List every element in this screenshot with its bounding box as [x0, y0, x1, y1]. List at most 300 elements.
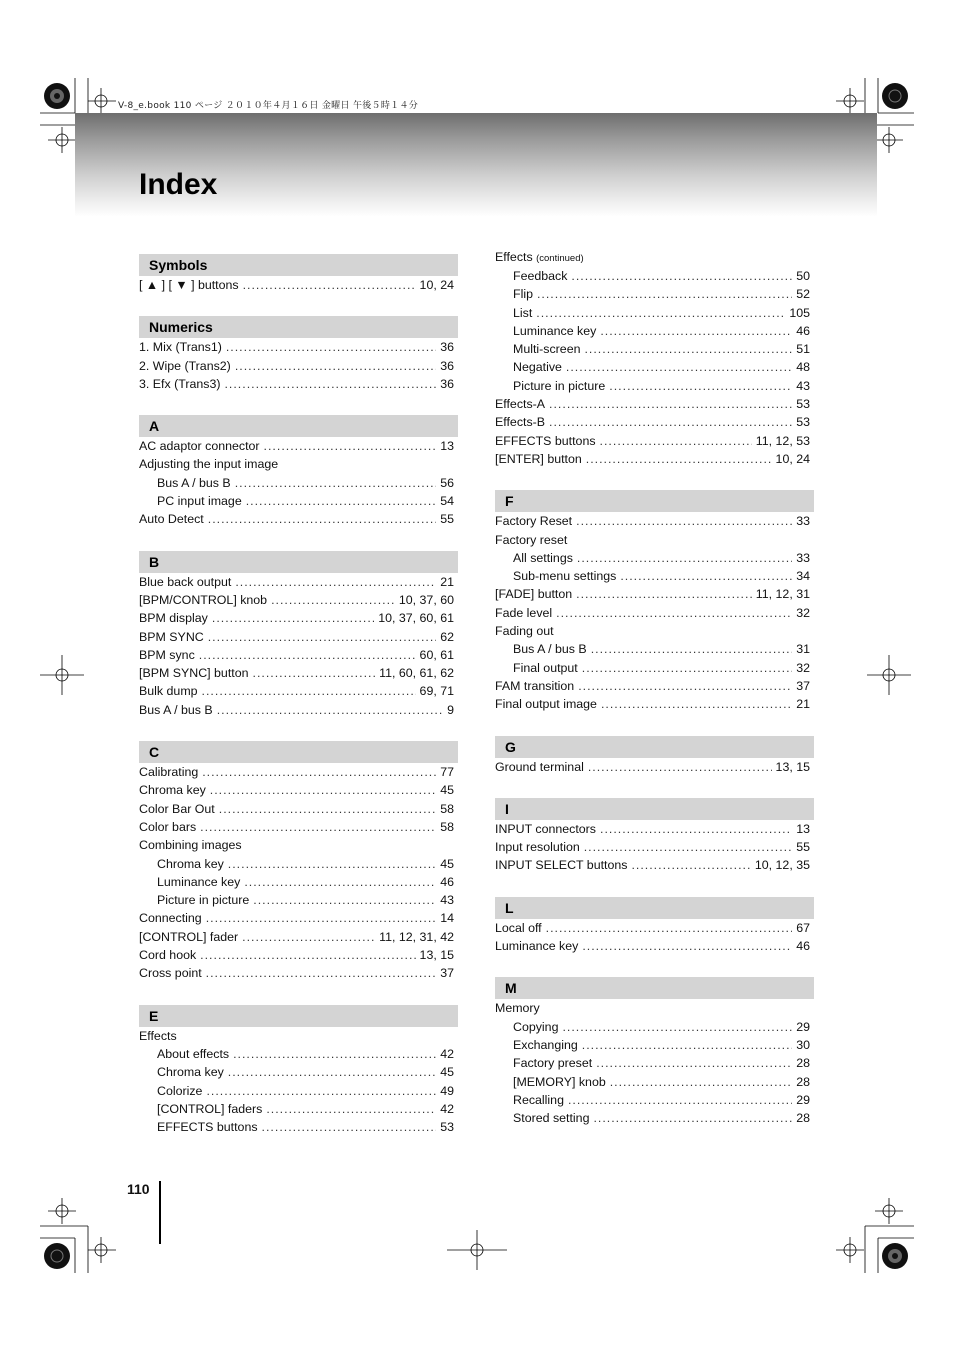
entry-pages: 46: [440, 874, 454, 889]
entry-pages: 37: [796, 678, 810, 693]
entry-label: Flip: [513, 287, 533, 302]
dot-leader: [631, 856, 750, 874]
index-section-numerics: [139, 316, 458, 393]
index-subentry: [139, 1082, 458, 1100]
dot-leader: [206, 1082, 436, 1100]
dot-leader: [591, 640, 793, 658]
index-subentry: [495, 1036, 814, 1054]
index-entry: [139, 357, 458, 375]
dot-leader: [243, 276, 416, 294]
index-entry: [495, 432, 814, 450]
dot-leader: [210, 781, 436, 799]
index-entry: [139, 276, 458, 294]
dot-leader: [202, 682, 416, 700]
dot-leader: [586, 450, 772, 468]
index-subentry: [139, 1100, 458, 1118]
index-entry: [495, 758, 814, 776]
dot-leader: [262, 1118, 437, 1136]
index-subentry: [139, 891, 458, 909]
entry-pages: 11, 12, 53: [755, 433, 810, 448]
section-heading: E: [139, 1005, 458, 1027]
index-entry: [139, 338, 458, 356]
index-entry: [139, 946, 458, 964]
index-entry: [495, 695, 814, 713]
dot-leader: [208, 628, 436, 646]
entry-pages: 56: [440, 475, 454, 490]
index-subentry: [139, 873, 458, 891]
entry-label: [ ▲ ] [ ▼ ] buttons: [139, 278, 239, 292]
dot-leader: [271, 591, 395, 609]
index-entry: [139, 510, 458, 528]
entry-pages: 11, 12, 31, 42: [379, 929, 454, 944]
entry-label: Luminance key: [495, 939, 579, 954]
index-entry: [139, 836, 458, 854]
entry-label: About effects: [157, 1046, 230, 1061]
entry-label: Effects-A: [495, 397, 546, 412]
entry-pages: 9: [447, 702, 454, 717]
index-subentry: [495, 267, 814, 285]
entry-label: Picture in picture: [157, 893, 250, 908]
entry-pages: 45: [440, 783, 454, 798]
index-subentry: [139, 1063, 458, 1081]
entry-label: INPUT connectors: [495, 821, 597, 836]
entry-label: 3. Efx (Trans3): [139, 376, 221, 391]
entry-pages: 13: [796, 821, 810, 836]
entry-label: Colorize: [157, 1083, 203, 1098]
entry-pages: 58: [440, 801, 454, 816]
entry-label: Chroma key: [139, 783, 206, 798]
entry-pages: 53: [796, 415, 810, 430]
index-section-symbols: [139, 254, 458, 294]
dot-leader: [600, 322, 792, 340]
print-header: V-8_e.book 110 ページ ２０１０年４月１６日 金曜日 午後５時１４分: [118, 101, 419, 111]
entry-pages: 69, 71: [419, 684, 454, 699]
entry-label: Bus A / bus B: [157, 475, 231, 490]
entry-label: Blue back output: [139, 574, 232, 589]
index-subentry: [139, 855, 458, 873]
dot-leader: [546, 919, 793, 937]
entry-pages: 58: [440, 819, 454, 834]
entry-pages: 10, 37, 60, 61: [378, 611, 454, 626]
entry-pages: 53: [440, 1120, 454, 1135]
index-entry: [495, 450, 814, 468]
index-entry: [139, 609, 458, 627]
continued-heading: [495, 248, 814, 267]
entry-label: BPM display: [139, 611, 208, 626]
entry-pages: 36: [440, 376, 454, 391]
index-subentry: [495, 549, 814, 567]
entry-label: Chroma key: [157, 856, 224, 871]
entry-pages: 45: [440, 856, 454, 871]
dot-leader: [199, 646, 416, 664]
entry-pages: 21: [440, 574, 454, 589]
index-section-b: [139, 551, 458, 719]
dot-leader: [576, 585, 752, 603]
index-entry: [139, 682, 458, 700]
dot-leader: [253, 891, 436, 909]
entry-label: Calibrating: [139, 765, 199, 780]
dot-leader: [233, 1045, 436, 1063]
entry-pages: 29: [796, 1019, 810, 1034]
entry-label: BPM SYNC: [139, 629, 204, 644]
dot-leader: [537, 285, 792, 303]
index-section-g: [495, 736, 814, 776]
dot-leader: [202, 763, 436, 781]
index-entry: [495, 622, 814, 640]
dot-leader: [235, 573, 436, 591]
entry-pages: 67: [796, 920, 810, 935]
entry-label: Multi-screen: [513, 342, 581, 357]
entry-label: Sub-menu settings: [513, 569, 617, 584]
index-entry: [495, 838, 814, 856]
index-subentry: [495, 567, 814, 585]
entry-pages: 11, 60, 61, 62: [379, 666, 454, 681]
dot-leader: [228, 855, 436, 873]
entry-label: [MEMORY] knob: [513, 1074, 606, 1089]
index-entry: [495, 413, 814, 431]
entry-label: Auto Detect: [139, 512, 204, 527]
entry-pages: 37: [440, 966, 454, 981]
entry-pages: 11, 12, 31: [755, 587, 810, 602]
entry-pages: 46: [796, 323, 810, 338]
entry-label: Factory preset: [513, 1056, 593, 1071]
entry-label: INPUT SELECT buttons: [495, 858, 628, 873]
entry-pages: 30: [796, 1037, 810, 1052]
index-column-right: [495, 248, 814, 1149]
entry-label: List: [513, 305, 533, 320]
entry-label: All settings: [513, 550, 573, 565]
dot-leader: [208, 510, 436, 528]
dot-leader: [224, 375, 436, 393]
index-entry: [139, 646, 458, 664]
entry-pages: 53: [796, 397, 810, 412]
continued-label: Effects: [495, 250, 533, 264]
index-entry: [139, 455, 458, 473]
dot-leader: [584, 340, 792, 358]
dot-leader: [588, 758, 772, 776]
entry-label: Factory Reset: [495, 514, 573, 529]
dot-leader: [206, 964, 437, 982]
entry-pages: 28: [796, 1111, 810, 1126]
section-heading: B: [139, 551, 458, 573]
continued-note: (continued): [536, 253, 584, 264]
dot-leader: [226, 338, 436, 356]
entry-pages: 52: [796, 287, 810, 302]
index-section-m: [495, 977, 814, 1127]
entry-label: Adjusting the input image: [139, 457, 279, 472]
entry-pages: 36: [440, 340, 454, 355]
section-heading: I: [495, 798, 814, 820]
entry-pages: 34: [796, 569, 810, 584]
entry-label: BPM sync: [139, 647, 195, 662]
entry-label: [BPM/CONTROL] knob: [139, 592, 268, 607]
entry-pages: 32: [796, 660, 810, 675]
entry-label: Connecting: [139, 911, 202, 926]
entry-pages: 10, 12, 35: [754, 858, 810, 873]
index-subentry: [495, 640, 814, 658]
dot-leader: [582, 1036, 792, 1054]
dot-leader: [571, 267, 792, 285]
dot-leader: [577, 549, 792, 567]
index-section-f: [495, 490, 814, 713]
entry-pages: 42: [440, 1101, 454, 1116]
dot-leader: [576, 512, 792, 530]
entry-label: Cross point: [139, 966, 202, 981]
index-subentry: [139, 492, 458, 510]
index-entry: [495, 585, 814, 603]
entry-label: Feedback: [513, 269, 568, 283]
index-entry: [139, 763, 458, 781]
page-number: 110: [127, 1181, 150, 1197]
dot-leader: [566, 358, 792, 376]
entry-label: Color bars: [139, 819, 197, 834]
entry-pages: 51: [796, 342, 810, 357]
index-section-continued: [495, 267, 814, 468]
dot-leader: [593, 1109, 792, 1127]
entry-pages: 32: [796, 605, 810, 620]
entry-label: Effects-B: [495, 415, 546, 430]
index-entry: [495, 937, 814, 955]
entry-pages: 77: [440, 765, 454, 780]
entry-label: Copying: [513, 1019, 559, 1034]
entry-label: Chroma key: [157, 1065, 224, 1080]
index-subentry: [139, 1118, 458, 1136]
entry-pages: 62: [440, 629, 454, 644]
dot-leader: [200, 946, 415, 964]
index-column-left: [139, 254, 458, 1158]
index-entry: [139, 628, 458, 646]
index-subentry: [139, 474, 458, 492]
index-entry: [495, 512, 814, 530]
index-entry: [139, 591, 458, 609]
dot-leader: [206, 909, 437, 927]
index-subentry: [495, 322, 814, 340]
entry-label: Luminance key: [157, 874, 241, 889]
index-subentry: [139, 1045, 458, 1063]
entry-pages: 10, 37, 60: [398, 592, 454, 607]
dot-leader: [266, 1100, 436, 1118]
index-entry: [139, 701, 458, 719]
entry-pages: 60, 61: [419, 647, 454, 662]
index-section-e: [139, 1005, 458, 1137]
entry-label: Final output: [513, 660, 578, 675]
index-entry: [495, 531, 814, 549]
section-heading: Symbols: [139, 254, 458, 276]
entry-pages: 33: [796, 514, 810, 529]
entry-pages: 28: [796, 1074, 810, 1089]
entry-label: [CONTROL] faders: [157, 1101, 263, 1116]
index-subentry: [495, 1091, 814, 1109]
entry-label: Factory reset: [495, 532, 568, 547]
entry-label: Bus A / bus B: [139, 702, 213, 717]
entry-label: Bulk dump: [139, 684, 198, 699]
entry-pages: 45: [440, 1065, 454, 1080]
dot-leader: [601, 695, 792, 713]
entry-pages: 55: [796, 840, 810, 855]
index-entry: [495, 395, 814, 413]
entry-label: Input resolution: [495, 840, 580, 855]
dot-leader: [549, 413, 792, 431]
entry-label: Fading out: [495, 624, 554, 639]
dot-leader: [620, 567, 792, 585]
index-subentry: [495, 304, 814, 322]
entry-label: Recalling: [513, 1092, 564, 1107]
entry-label: [FADE] button: [495, 587, 573, 602]
index-subentry: [495, 1018, 814, 1036]
dot-leader: [235, 474, 437, 492]
index-section-a: [139, 415, 458, 528]
entry-label: AC adaptor connector: [139, 439, 260, 454]
entry-label: Picture in picture: [513, 378, 606, 393]
entry-pages: 13, 15: [775, 759, 810, 774]
index-subentry: [495, 358, 814, 376]
index-subentry: [495, 1109, 814, 1127]
entry-pages: 10, 24: [419, 278, 454, 292]
dot-leader: [562, 1018, 792, 1036]
page-title: Index: [139, 168, 218, 201]
dot-leader: [556, 604, 792, 622]
section-heading: M: [495, 977, 814, 999]
index-entry: [139, 964, 458, 982]
index-entry: [495, 919, 814, 937]
section-heading: F: [495, 490, 814, 512]
entry-pages: 49: [440, 1083, 454, 1098]
section-heading: L: [495, 897, 814, 919]
entry-pages: 28: [796, 1056, 810, 1071]
entry-label: Stored setting: [513, 1111, 590, 1126]
index-subentry: [495, 659, 814, 677]
dot-leader: [244, 873, 436, 891]
page-number-rule: [159, 1181, 161, 1244]
index-entry: [139, 1027, 458, 1045]
entry-label: EFFECTS buttons: [495, 433, 596, 448]
index-entry: [495, 677, 814, 695]
dot-leader: [536, 304, 785, 322]
entry-pages: 36: [440, 358, 454, 373]
dot-leader: [549, 395, 792, 413]
dot-leader: [264, 437, 437, 455]
entry-pages: 14: [440, 911, 454, 926]
index-subentry: [495, 377, 814, 395]
index-entry: [495, 820, 814, 838]
dot-leader: [242, 928, 375, 946]
dot-leader: [212, 609, 374, 627]
entry-pages: 10, 24: [775, 451, 810, 466]
entry-label: PC input image: [157, 494, 242, 509]
entry-label: Negative: [513, 360, 562, 375]
entry-pages: 46: [796, 939, 810, 954]
entry-pages: 55: [440, 512, 454, 527]
entry-label: Combining images: [139, 838, 242, 853]
dot-leader: [596, 1054, 792, 1072]
entry-label: Memory: [495, 1001, 540, 1016]
entry-label: 1. Mix (Trans1): [139, 340, 222, 355]
dot-leader: [253, 664, 376, 682]
entry-pages: 31: [796, 642, 810, 657]
entry-pages: 48: [796, 360, 810, 375]
dot-leader: [568, 1091, 792, 1109]
entry-label: [BPM SYNC] button: [139, 666, 249, 681]
entry-label: Ground terminal: [495, 759, 584, 774]
dot-leader: [610, 1073, 792, 1091]
dot-leader: [600, 820, 792, 838]
index-subentry: [495, 340, 814, 358]
index-entry: [139, 437, 458, 455]
entry-pages: 29: [796, 1092, 810, 1107]
index-entry: [139, 800, 458, 818]
index-entry: [139, 664, 458, 682]
index-entry: [139, 928, 458, 946]
dot-leader: [228, 1063, 436, 1081]
section-heading: G: [495, 736, 814, 758]
entry-pages: 42: [440, 1046, 454, 1061]
entry-label: FAM transition: [495, 678, 575, 693]
entry-label: Local off: [495, 920, 542, 935]
entry-pages: 105: [789, 305, 810, 320]
index-entry: [495, 604, 814, 622]
entry-label: Luminance key: [513, 323, 597, 338]
index-subentry: [495, 285, 814, 303]
dot-leader: [246, 492, 436, 510]
entry-label: [CONTROL] fader: [139, 929, 239, 944]
entry-label: Cord hook: [139, 948, 197, 963]
dot-leader: [600, 432, 752, 450]
entry-label: Final output image: [495, 697, 597, 712]
dot-leader: [219, 800, 436, 818]
index-entry: [139, 375, 458, 393]
entry-pages: 43: [440, 893, 454, 908]
dot-leader: [584, 838, 792, 856]
dot-leader: [217, 701, 443, 719]
index-section-l: [495, 897, 814, 956]
dot-leader: [578, 677, 792, 695]
index-entry: [495, 999, 814, 1017]
section-heading: C: [139, 741, 458, 763]
index-section-c: [139, 741, 458, 983]
entry-label: 2. Wipe (Trans2): [139, 358, 231, 373]
entry-label: Fade level: [495, 605, 553, 620]
entry-pages: 21: [796, 697, 810, 712]
entry-label: EFFECTS buttons: [157, 1120, 258, 1135]
index-entry: [139, 818, 458, 836]
dot-leader: [200, 818, 436, 836]
entry-pages: 50: [796, 269, 810, 283]
entry-pages: 33: [796, 550, 810, 565]
index-subentry: [495, 1054, 814, 1072]
entry-pages: 13, 15: [419, 948, 454, 963]
section-heading: A: [139, 415, 458, 437]
index-section-i: [495, 798, 814, 875]
dot-leader: [609, 377, 792, 395]
section-heading: Numerics: [139, 316, 458, 338]
index-entry: [139, 573, 458, 591]
dot-leader: [582, 659, 792, 677]
entry-pages: 43: [796, 378, 810, 393]
entry-pages: 54: [440, 494, 454, 509]
entry-pages: 13: [440, 439, 454, 454]
dot-leader: [235, 357, 436, 375]
index-entry: [139, 781, 458, 799]
index-subentry: [495, 1073, 814, 1091]
entry-label: [ENTER] button: [495, 451, 582, 466]
entry-label: Bus A / bus B: [513, 642, 587, 657]
dot-leader: [582, 937, 792, 955]
index-entry: [139, 909, 458, 927]
entry-label: Exchanging: [513, 1037, 578, 1052]
entry-label: Color Bar Out: [139, 801, 215, 816]
entry-label: Effects: [139, 1028, 177, 1043]
index-entry: [495, 856, 814, 874]
